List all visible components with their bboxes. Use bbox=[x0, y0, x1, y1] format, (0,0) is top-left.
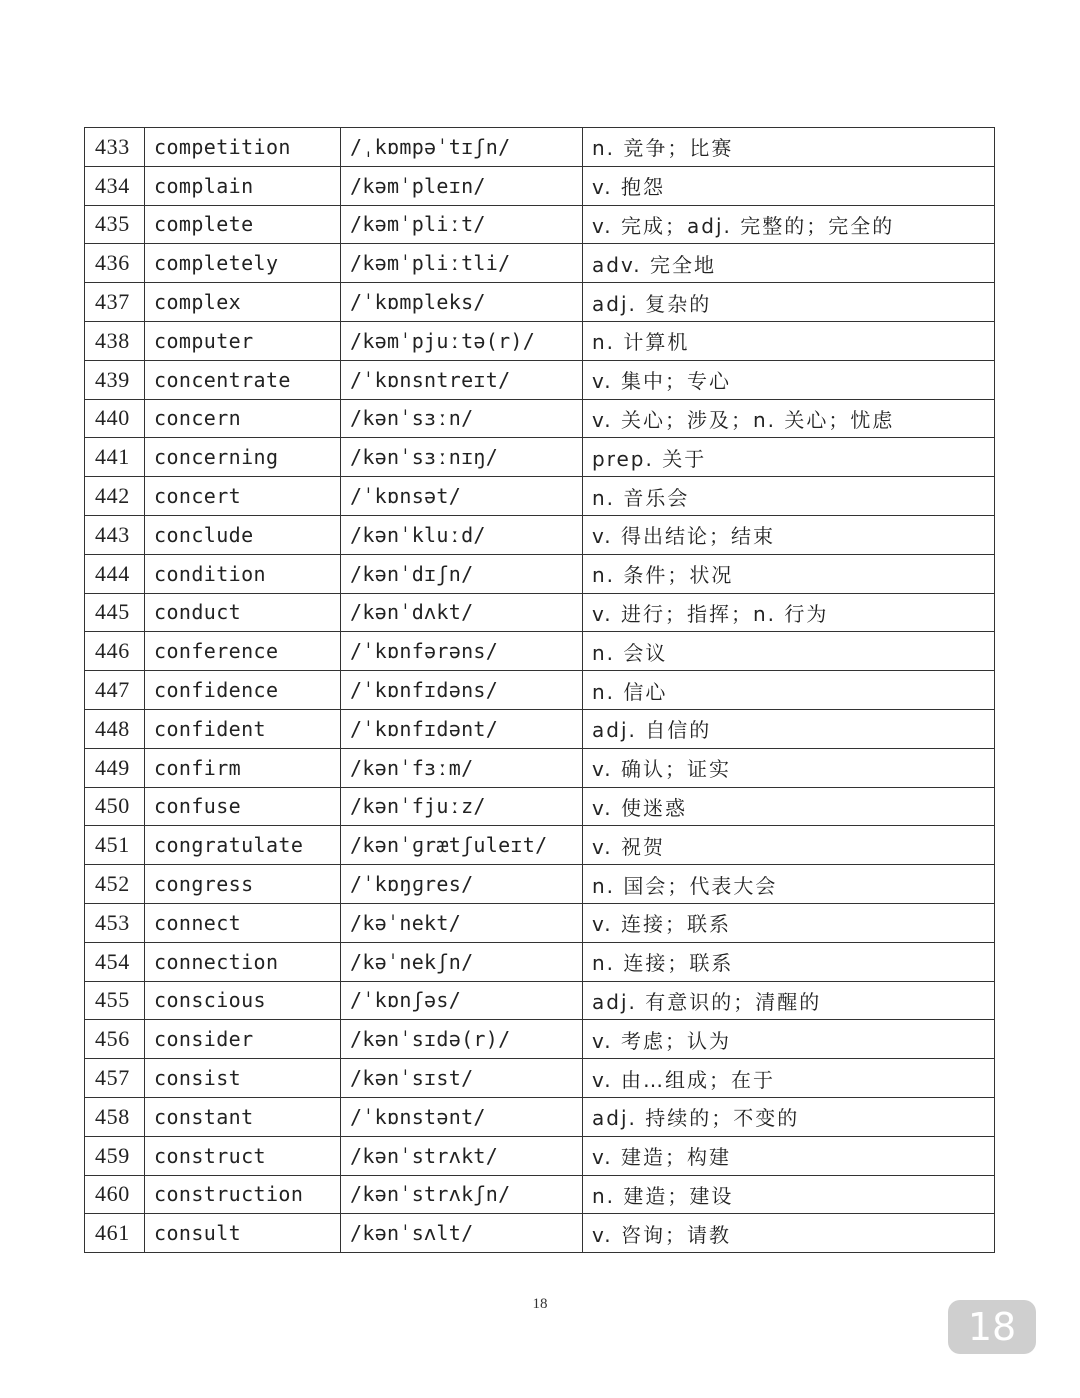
entry-definition: n. 国会；代表大会 bbox=[583, 865, 995, 904]
entry-phonetic: /kənˈfjuːz/ bbox=[341, 787, 583, 826]
entry-word: confident bbox=[145, 709, 341, 748]
entry-number: 441 bbox=[85, 438, 145, 477]
entry-definition: n. 竞争；比赛 bbox=[583, 128, 995, 167]
entry-phonetic: /kənˈsɪdə(r)/ bbox=[341, 1020, 583, 1059]
table-row bbox=[85, 748, 995, 787]
entry-phonetic: /kənˈdɪʃn/ bbox=[341, 554, 583, 593]
entry-number: 447 bbox=[85, 671, 145, 710]
table-row bbox=[85, 787, 995, 826]
entry-number: 443 bbox=[85, 515, 145, 554]
entry-word: complex bbox=[145, 283, 341, 322]
entry-word: confidence bbox=[145, 671, 341, 710]
entry-number: 434 bbox=[85, 166, 145, 205]
entry-word: constant bbox=[145, 1097, 341, 1136]
entry-phonetic: /ˈkɒnsntreɪt/ bbox=[341, 360, 583, 399]
entry-number: 437 bbox=[85, 283, 145, 322]
entry-definition: adj. 有意识的；清醒的 bbox=[583, 981, 995, 1020]
entry-definition: n. 条件；状况 bbox=[583, 554, 995, 593]
entry-phonetic: /kənˈsɪst/ bbox=[341, 1059, 583, 1098]
entry-word: consult bbox=[145, 1214, 341, 1253]
entry-phonetic: /kəˈnekʃn/ bbox=[341, 942, 583, 981]
entry-phonetic: /kəmˈpjuːtə(r)/ bbox=[341, 321, 583, 360]
entry-definition: adj. 复杂的 bbox=[583, 283, 995, 322]
entry-definition: v. 咨询；请教 bbox=[583, 1214, 995, 1253]
entry-number: 435 bbox=[85, 205, 145, 244]
table-row bbox=[85, 477, 995, 516]
entry-word: concern bbox=[145, 399, 341, 438]
table-row bbox=[85, 166, 995, 205]
table-row bbox=[85, 321, 995, 360]
entry-definition: v. 由…组成；在于 bbox=[583, 1059, 995, 1098]
entry-definition: prep. 关于 bbox=[583, 438, 995, 477]
entry-definition: n. 连接；联系 bbox=[583, 942, 995, 981]
entry-phonetic: /kənˈkluːd/ bbox=[341, 515, 583, 554]
entry-definition: v. 连接；联系 bbox=[583, 903, 995, 942]
table-row bbox=[85, 709, 995, 748]
entry-word: conscious bbox=[145, 981, 341, 1020]
table-row bbox=[85, 865, 995, 904]
table-row bbox=[85, 942, 995, 981]
entry-phonetic: /ˈkɒnstənt/ bbox=[341, 1097, 583, 1136]
entry-number: 440 bbox=[85, 399, 145, 438]
entry-number: 448 bbox=[85, 709, 145, 748]
entry-phonetic: /kənˈsʌlt/ bbox=[341, 1214, 583, 1253]
page-number: 18 bbox=[532, 1296, 548, 1312]
entry-word: conduct bbox=[145, 593, 341, 632]
entry-definition: v. 完成；adj. 完整的；完全的 bbox=[583, 205, 995, 244]
table-row bbox=[85, 554, 995, 593]
table-row bbox=[85, 1097, 995, 1136]
entry-phonetic: /kəˈnekt/ bbox=[341, 903, 583, 942]
entry-phonetic: /ˈkɒnfɪdənt/ bbox=[341, 709, 583, 748]
table-row bbox=[85, 1020, 995, 1059]
entry-number: 457 bbox=[85, 1059, 145, 1098]
entry-word: computer bbox=[145, 321, 341, 360]
entry-phonetic: /kənˈdʌkt/ bbox=[341, 593, 583, 632]
entry-word: confuse bbox=[145, 787, 341, 826]
entry-definition: v. 祝贺 bbox=[583, 826, 995, 865]
entry-word: confirm bbox=[145, 748, 341, 787]
entry-definition: v. 使迷惑 bbox=[583, 787, 995, 826]
entry-word: construction bbox=[145, 1175, 341, 1214]
entry-number: 436 bbox=[85, 244, 145, 283]
entry-word: connect bbox=[145, 903, 341, 942]
table-row bbox=[85, 981, 995, 1020]
entry-word: construct bbox=[145, 1136, 341, 1175]
entry-definition: v. 关心；涉及；n. 关心；忧虑 bbox=[583, 399, 995, 438]
entry-phonetic: /ˈkɒmpleks/ bbox=[341, 283, 583, 322]
entry-word: connection bbox=[145, 942, 341, 981]
entry-definition: v. 考虑；认为 bbox=[583, 1020, 995, 1059]
table-row bbox=[85, 244, 995, 283]
entry-word: conclude bbox=[145, 515, 341, 554]
entry-number: 460 bbox=[85, 1175, 145, 1214]
entry-number: 455 bbox=[85, 981, 145, 1020]
entry-definition: n. 计算机 bbox=[583, 321, 995, 360]
entry-phonetic: /ˌkɒmpəˈtɪʃn/ bbox=[341, 128, 583, 167]
entry-phonetic: /kənˈstrʌkʃn/ bbox=[341, 1175, 583, 1214]
entry-phonetic: /ˈkɒnʃəs/ bbox=[341, 981, 583, 1020]
entry-number: 433 bbox=[85, 128, 145, 167]
table-row bbox=[85, 399, 995, 438]
entry-number: 461 bbox=[85, 1214, 145, 1253]
entry-definition: v. 得出结论；结束 bbox=[583, 515, 995, 554]
entry-definition: v. 进行；指挥；n. 行为 bbox=[583, 593, 995, 632]
table-row bbox=[85, 1175, 995, 1214]
entry-definition: n. 建造；建设 bbox=[583, 1175, 995, 1214]
table-row bbox=[85, 283, 995, 322]
entry-word: complain bbox=[145, 166, 341, 205]
entry-definition: n. 会议 bbox=[583, 632, 995, 671]
entry-number: 452 bbox=[85, 865, 145, 904]
entry-number: 438 bbox=[85, 321, 145, 360]
entry-word: consider bbox=[145, 1020, 341, 1059]
entry-definition: adv. 完全地 bbox=[583, 244, 995, 283]
entry-phonetic: /kəmˈpliːt/ bbox=[341, 205, 583, 244]
table-row bbox=[85, 438, 995, 477]
entry-number: 442 bbox=[85, 477, 145, 516]
entry-number: 459 bbox=[85, 1136, 145, 1175]
entry-phonetic: /kəmˈpliːtli/ bbox=[341, 244, 583, 283]
entry-definition: v. 确认；证实 bbox=[583, 748, 995, 787]
table-row bbox=[85, 632, 995, 671]
entry-number: 454 bbox=[85, 942, 145, 981]
table-row bbox=[85, 1059, 995, 1098]
entry-definition: v. 抱怨 bbox=[583, 166, 995, 205]
entry-word: congratulate bbox=[145, 826, 341, 865]
entry-word: competition bbox=[145, 128, 341, 167]
entry-number: 449 bbox=[85, 748, 145, 787]
entry-word: concentrate bbox=[145, 360, 341, 399]
table-row bbox=[85, 515, 995, 554]
entry-phonetic: /kənˈfɜːm/ bbox=[341, 748, 583, 787]
entry-word: condition bbox=[145, 554, 341, 593]
entry-number: 451 bbox=[85, 826, 145, 865]
entry-number: 450 bbox=[85, 787, 145, 826]
entry-phonetic: /kənˈsɜːn/ bbox=[341, 399, 583, 438]
entry-definition: v. 建造；构建 bbox=[583, 1136, 995, 1175]
entry-number: 458 bbox=[85, 1097, 145, 1136]
entry-definition: adj. 自信的 bbox=[583, 709, 995, 748]
page-badge: 18 bbox=[948, 1300, 1036, 1354]
entry-phonetic: /kənˈɡrætʃuleɪt/ bbox=[341, 826, 583, 865]
table-row bbox=[85, 593, 995, 632]
entry-word: consist bbox=[145, 1059, 341, 1098]
table-row bbox=[85, 826, 995, 865]
entry-phonetic: /ˈkɒŋɡres/ bbox=[341, 865, 583, 904]
entry-definition: n. 音乐会 bbox=[583, 477, 995, 516]
entry-word: conference bbox=[145, 632, 341, 671]
entry-phonetic: /ˈkɒnfərəns/ bbox=[341, 632, 583, 671]
entry-word: completely bbox=[145, 244, 341, 283]
table-row bbox=[85, 1136, 995, 1175]
table-row bbox=[85, 128, 995, 167]
entry-number: 453 bbox=[85, 903, 145, 942]
entry-phonetic: /ˈkɒnsət/ bbox=[341, 477, 583, 516]
table-row bbox=[85, 205, 995, 244]
entry-phonetic: /kənˈstrʌkt/ bbox=[341, 1136, 583, 1175]
table-row bbox=[85, 360, 995, 399]
entry-definition: n. 信心 bbox=[583, 671, 995, 710]
table-row bbox=[85, 671, 995, 710]
table-row bbox=[85, 903, 995, 942]
entry-phonetic: /kəmˈpleɪn/ bbox=[341, 166, 583, 205]
entry-number: 456 bbox=[85, 1020, 145, 1059]
entry-word: congress bbox=[145, 865, 341, 904]
entry-word: complete bbox=[145, 205, 341, 244]
entry-definition: v. 集中；专心 bbox=[583, 360, 995, 399]
entry-number: 445 bbox=[85, 593, 145, 632]
entry-word: concert bbox=[145, 477, 341, 516]
entry-phonetic: /kənˈsɜːnɪŋ/ bbox=[341, 438, 583, 477]
entry-number: 446 bbox=[85, 632, 145, 671]
table-row bbox=[85, 1214, 995, 1253]
entry-phonetic: /ˈkɒnfɪdəns/ bbox=[341, 671, 583, 710]
entry-number: 439 bbox=[85, 360, 145, 399]
entry-word: concerning bbox=[145, 438, 341, 477]
vocabulary-table-body bbox=[85, 128, 995, 1253]
entry-definition: adj. 持续的；不变的 bbox=[583, 1097, 995, 1136]
entry-number: 444 bbox=[85, 554, 145, 593]
vocabulary-table bbox=[84, 127, 995, 1253]
